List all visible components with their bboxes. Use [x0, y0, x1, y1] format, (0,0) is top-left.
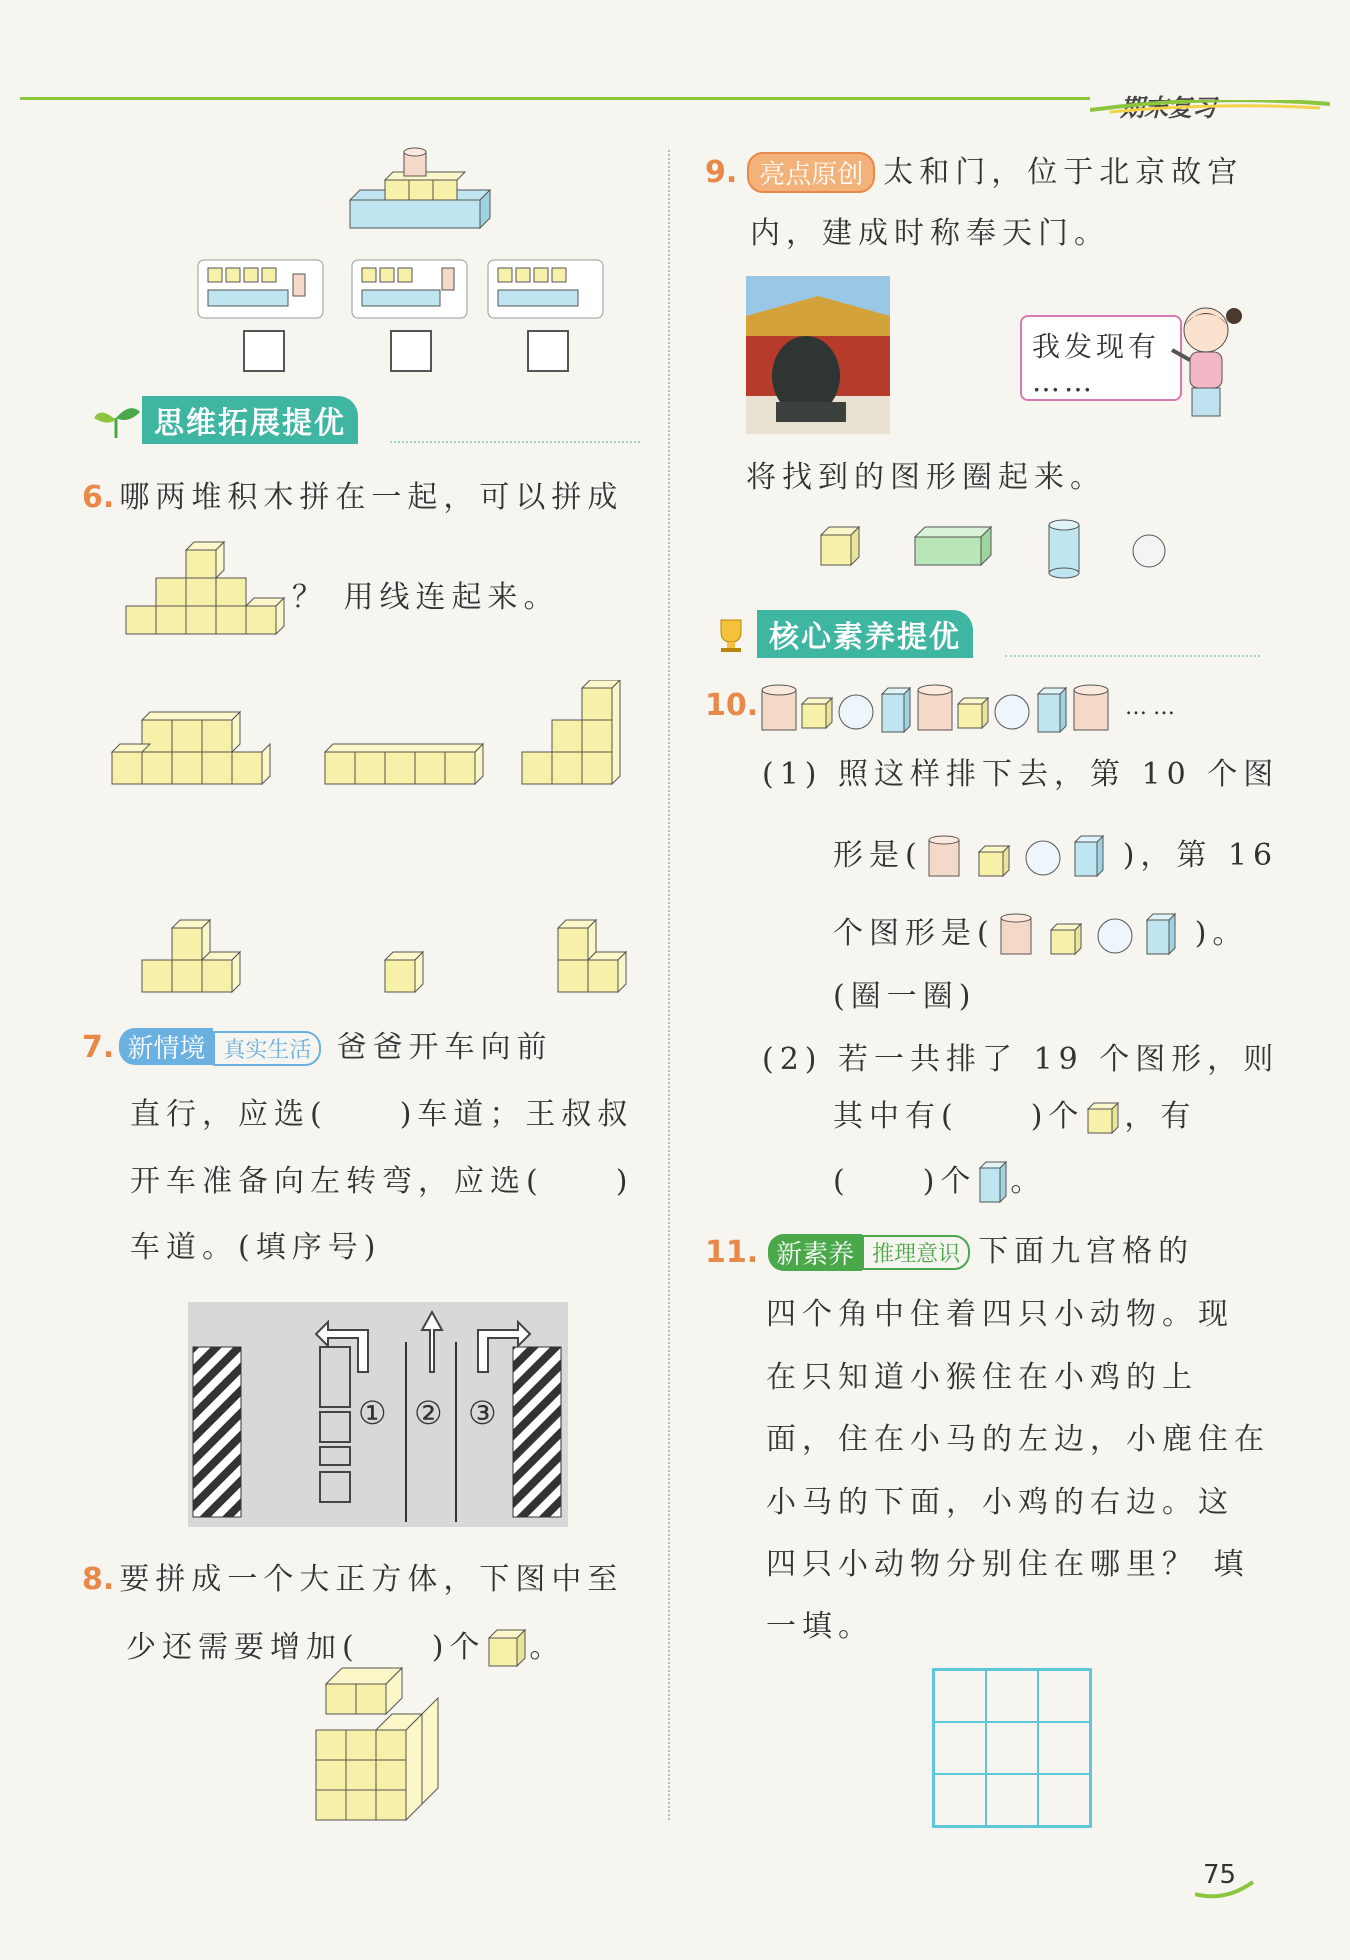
target-staircase-figure	[120, 540, 290, 655]
question-6	[82, 478, 623, 518]
question-7	[82, 1028, 553, 1068]
header-title: 期末复习	[1120, 94, 1216, 122]
section-label: 核心素养提优	[757, 610, 973, 658]
question-9-line2: 内，建成时称奉天门。	[750, 216, 1110, 251]
question-text: 太和门，位于北京故宫	[883, 154, 1244, 190]
question-text: 哪两堆积木拼在一起，可以拼成	[119, 480, 624, 515]
question-text: 。	[1010, 1164, 1047, 1199]
speech-bubble	[1020, 315, 1182, 401]
cube-icon	[1084, 1097, 1124, 1137]
sprout-icon	[90, 400, 142, 440]
shape-sequence	[760, 678, 1120, 738]
q10-part2-line2	[833, 1097, 1196, 1137]
shapes-to-circle	[815, 515, 1175, 585]
section-label: 思维拓展提优	[142, 396, 358, 444]
lane-3-label: ③	[468, 1394, 497, 1432]
question-text: ( )个	[833, 1164, 977, 1199]
question-8	[82, 1560, 623, 1600]
taihe-gate-photo	[746, 276, 890, 434]
trophy-icon	[705, 614, 757, 654]
nine-grid	[932, 1668, 1092, 1828]
tall-cuboid-icon	[976, 1158, 1010, 1206]
question-number: 6.	[82, 480, 115, 515]
question-text: 。	[529, 1630, 566, 1665]
girl-illustration	[1170, 300, 1250, 430]
cylinder-icon	[1049, 520, 1079, 578]
q10-part1-line1: (1) 照这样排下去，第 10 个图	[762, 757, 1280, 792]
page-number: 75	[1203, 1860, 1237, 1890]
header-swoosh-icon	[1090, 100, 1330, 114]
question-11-line7: 一填。	[766, 1609, 874, 1644]
choice-shapes-b[interactable]	[995, 910, 1195, 958]
block-piles-figure	[100, 680, 660, 1010]
question-text: ？ 用线连起来。	[292, 580, 560, 615]
grid-cell[interactable]	[1038, 1722, 1090, 1774]
question-text: ，有	[1124, 1099, 1197, 1134]
question-11-line5: 小马的下面，小鸡的右边。这	[766, 1485, 1234, 1520]
question-7-line4: 车道。(填序号)	[130, 1230, 382, 1265]
question-number: 11.	[705, 1234, 759, 1270]
partial-cube-figure	[312, 1660, 452, 1830]
page-swoosh-icon	[1195, 1880, 1255, 1900]
question-number: 9.	[705, 155, 738, 190]
lane-1-label: ①	[358, 1394, 387, 1432]
q10-part2-line1: (2) 若一共排了 19 个图形，则	[762, 1042, 1280, 1077]
q10-part2-line3	[833, 1158, 1046, 1206]
grid-cell[interactable]	[1038, 1670, 1090, 1722]
question-11-line4: 面，住在小马的左边，小鹿住在	[766, 1422, 1270, 1457]
question-6-line2	[292, 578, 560, 618]
question-11	[705, 1232, 1194, 1272]
section-rule	[390, 441, 640, 443]
header-rule	[20, 97, 1090, 100]
section-header-thinking	[90, 398, 358, 442]
tag-real-life: 真实生活	[213, 1031, 321, 1066]
grid-cell[interactable]	[986, 1670, 1038, 1722]
section-header-core	[705, 612, 973, 656]
cube-icon	[821, 527, 859, 565]
question-number: 10.	[705, 688, 759, 723]
question-text: 个图形是(	[833, 916, 995, 951]
question-text: )，第 16	[1122, 838, 1279, 873]
sequence-ellipsis: ……	[1125, 695, 1181, 720]
q10-part1-line3	[833, 910, 1248, 958]
q10-part1-line4: (圈一圈)	[833, 979, 977, 1014]
question-7-line2: 直行，应选( )车道；王叔叔	[130, 1097, 634, 1132]
question-text: )。	[1194, 916, 1249, 951]
grid-cell[interactable]	[934, 1670, 986, 1722]
road-lanes-figure	[188, 1302, 568, 1527]
column-divider	[668, 150, 670, 1820]
cuboid-icon	[915, 527, 991, 565]
sphere-icon	[1133, 535, 1165, 567]
speech-line1: 我发现有	[1032, 330, 1161, 363]
grid-cell[interactable]	[934, 1774, 986, 1826]
speech-line2: ……	[1032, 365, 1096, 398]
cube-icon	[485, 1628, 529, 1668]
question-text: 少还需要增加( )个	[126, 1630, 486, 1665]
lane-2-label: ②	[414, 1394, 443, 1432]
question-text: 形是(	[833, 838, 923, 873]
section-rule	[1005, 655, 1260, 657]
answer-box-3[interactable]	[527, 330, 569, 372]
question-11-line3: 在只知道小猴住在小鸡的上	[766, 1360, 1198, 1395]
answer-box-1[interactable]	[243, 330, 285, 372]
grid-cell[interactable]	[1038, 1774, 1090, 1826]
question-11-line6: 四只小动物分别住在哪里？ 填	[766, 1547, 1250, 1582]
question-10	[705, 688, 758, 723]
question-text: 爸爸开车向前	[336, 1030, 553, 1065]
grid-cell[interactable]	[986, 1722, 1038, 1774]
tag-reasoning: 推理意识	[862, 1235, 970, 1270]
question-text: 下面九宫格的	[978, 1234, 1195, 1269]
question-number: 7.	[82, 1030, 115, 1065]
question-11-line2: 四个角中住着四只小动物。现	[766, 1297, 1234, 1332]
question-9-line3: 将找到的图形圈起来。	[746, 460, 1106, 495]
tag-new-literacy: 新素养	[768, 1234, 862, 1271]
tag-original: 亮点原创	[747, 152, 875, 193]
grid-cell[interactable]	[934, 1722, 986, 1774]
tag-new-context: 新情境	[119, 1028, 213, 1065]
q10-part1-line2	[833, 832, 1278, 880]
grid-cell[interactable]	[986, 1774, 1038, 1826]
choice-shapes-a[interactable]	[923, 832, 1123, 880]
answer-box-2[interactable]	[390, 330, 432, 372]
question-text: 其中有( )个	[833, 1099, 1085, 1134]
question-9	[705, 152, 1243, 193]
question-7-line3: 开车准备向左转弯，应选( )	[130, 1164, 634, 1199]
question-text: 要拼成一个大正方体，下图中至	[119, 1562, 624, 1597]
question-number: 8.	[82, 1562, 115, 1597]
